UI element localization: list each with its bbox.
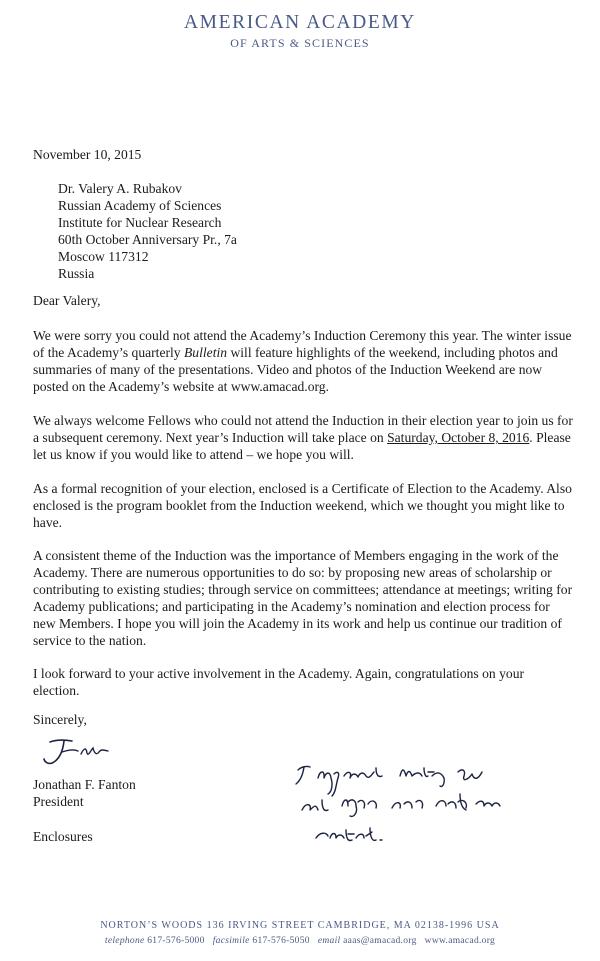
paragraph2-text-a: We always welcome Fellows who could not attend the Induction in their election year to join us for a subsequent ceremony. Next year’s Induction will take place on (33, 413, 573, 446)
footer-address: NORTON’S WOODS 136 IRVING STREET CAMBRIDGE, MA 02138-1996 USA (100, 920, 500, 931)
letterhead (0, 12, 600, 50)
recipient-address (58, 180, 598, 283)
paragraph1-text-b: will feature highlights of the weekend, including photos and summaries of many of the presentations. Video and photos of the Induction Weekend are now posted on the Academy’s website at www.amacad.org. (33, 345, 558, 395)
handwritten-note-image (292, 758, 542, 858)
recipient-name: Dr. Valery A. Rubakov (58, 181, 182, 196)
facsimile-label: facsimile (212, 936, 250, 946)
enclosures-note: Enclosures (33, 829, 93, 844)
greeting: Dear Valery, (33, 293, 101, 308)
signature-image (36, 734, 116, 774)
recipient-institute: Institute for Nuclear Research (58, 215, 222, 231)
paragraph-induction-missed (33, 327, 573, 395)
footer-contact (0, 936, 600, 946)
letterhead-name: AMERICAN ACADEMY (184, 12, 416, 33)
recipient-country: Russia (58, 266, 95, 282)
recipient-organization: Russian Academy of Sciences (58, 198, 222, 214)
paragraph1-text-a: We were sorry you could not attend the Academy’s Induction Ceremony this year. The winter issue of the Academy’s quarterly (33, 328, 572, 361)
email-address[interactable]: aaas@amacad.org (343, 936, 417, 946)
bulletin-title: Bulletin (184, 345, 228, 361)
recipient-city: Moscow 117312 (58, 249, 149, 265)
paragraph-engagement: A consistent theme of the Induction was the importance of Members engaging in the work of the Academy. There are numerous opportunities to do so: by proposing new areas of scholarship or contributing to existing studies; through service on committees; attendance at meetings; writing for Academy publications; and participating in the Academy’s nomination and election process for new Members. I hope you will join the Academy in its work and help us continue our tradition of service to the nation. (33, 548, 573, 649)
facsimile-number: 617-576-5050 (252, 936, 310, 946)
paragraph-certificate: As a formal recognition of your election, enclosed is a Certificate of Election to the Academy. Also enclosed is the program booklet from the Induction weekend, which we thought you might like to have. (33, 481, 572, 531)
signer-title: President (33, 794, 84, 809)
recipient-street: 60th October Anniversary Pr., 7a (58, 232, 237, 248)
telephone-label: telephone (104, 936, 145, 946)
paragraph-closing-remarks: I look forward to your active involvement in the Academy. Again, congratulations on your election. (33, 666, 525, 699)
closing: Sincerely, (33, 712, 87, 727)
letterhead-subtitle: OF ARTS & SCIENCES (230, 36, 370, 50)
email-label: email (317, 936, 341, 946)
telephone-number: 617-576-5000 (147, 936, 205, 946)
next-induction-date: Saturday, October 8, 2016 (387, 430, 530, 446)
website-link[interactable]: www.amacad.org (424, 936, 496, 946)
paragraph2-text-b: . Please let us know if you would like to attend – we hope you will. (33, 430, 571, 463)
signer-name: Jonathan F. Fanton (33, 777, 136, 792)
paragraph-next-induction (33, 412, 573, 463)
letter-date: November 10, 2015 (33, 147, 142, 162)
